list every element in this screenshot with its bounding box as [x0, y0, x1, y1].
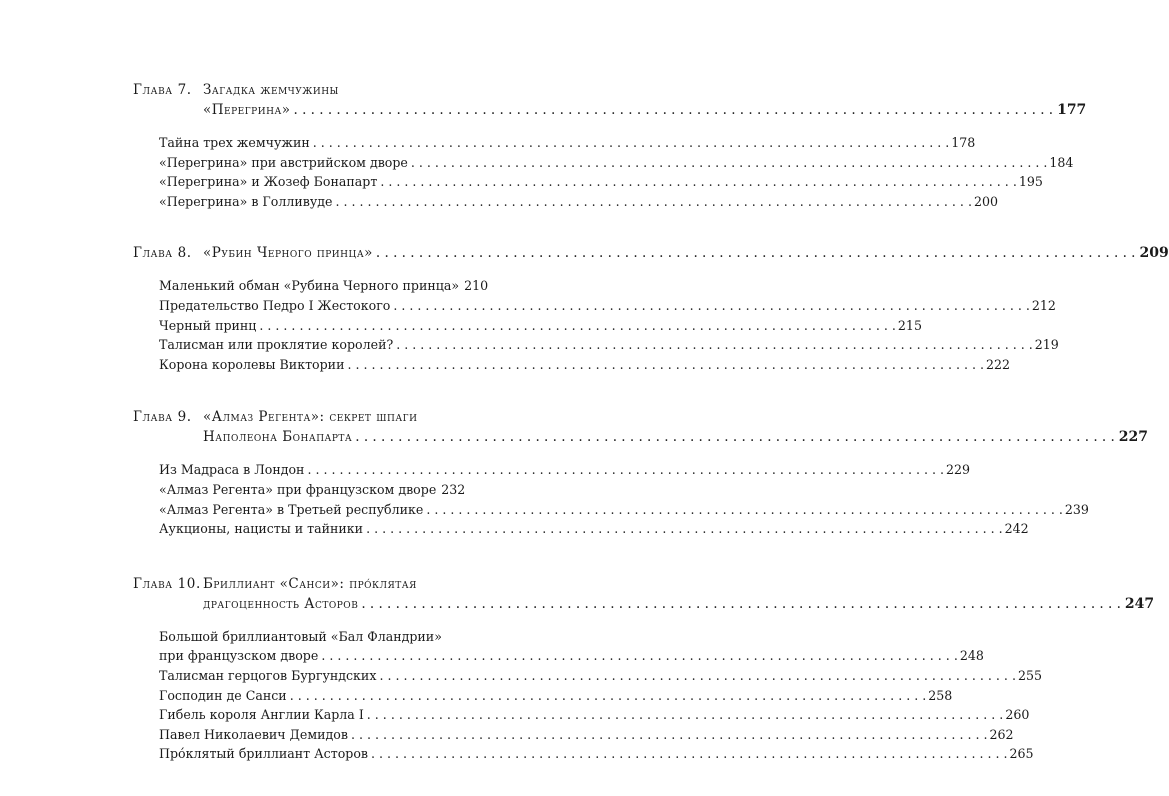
- entry-title: Павел Николаевич Демидов: [159, 726, 348, 742]
- dot-leader: [371, 744, 1008, 764]
- entry-title-line: Большой бриллиантовый «Бал Фландрии»: [159, 628, 442, 644]
- entry-page-number: 215: [897, 317, 922, 333]
- toc-entry[interactable]: [159, 705, 1030, 725]
- table-of-contents: [133, 80, 1169, 796]
- chapter-title-line-with-page: [203, 100, 1086, 120]
- entry-page-number: 248: [959, 648, 984, 664]
- dot-leader: [321, 646, 958, 666]
- toc-entry[interactable]: [159, 172, 1043, 192]
- entry-page-number: 242: [1004, 521, 1029, 537]
- toc-entry[interactable]: [159, 276, 489, 296]
- dot-leader: [426, 500, 1063, 520]
- entry-title: при французском дворе: [159, 648, 319, 664]
- entry-title: «Перегрина» в Голливуде: [159, 193, 333, 209]
- entry-title: Аукционы, нацисты и тайники: [159, 521, 364, 537]
- chapter-title-line-with-page: [203, 243, 1169, 263]
- entry-title: Тайна трех жемчужин: [159, 135, 310, 150]
- entry-page-number: 184: [1049, 154, 1074, 170]
- chapter-page-number: 177: [1057, 102, 1087, 118]
- section-list: [133, 460, 1089, 538]
- dot-leader: [376, 243, 1136, 263]
- chapter-7: [133, 80, 1087, 211]
- entry-title: Гибель короля Англии Карла I: [159, 707, 364, 723]
- entry-title: Черный принц: [159, 317, 257, 333]
- toc-entry[interactable]: [159, 460, 971, 480]
- entry-page-number: 258: [928, 687, 953, 703]
- chapter-title[interactable]: [203, 407, 1148, 447]
- chapter-label: Глава 8.: [133, 245, 192, 262]
- chapter-8: [133, 243, 1169, 374]
- toc-entry[interactable]: [159, 153, 1074, 173]
- chapter-title-line: «Алмаз Регента»: секрет шпаги: [203, 409, 418, 426]
- dot-leader: [347, 355, 984, 375]
- dot-leader: [307, 460, 944, 480]
- chapter-title[interactable]: [203, 574, 1154, 614]
- section-list: [133, 627, 1042, 764]
- entry-page-number: 229: [945, 462, 971, 478]
- chapter-heading: [133, 243, 1169, 263]
- chapter-title-line-with-page: [203, 427, 1148, 447]
- entry-title: Маленький обман «Рубина Черного принца»: [159, 278, 460, 294]
- entry-title: «Перегрина» при австрийском дворе: [159, 154, 408, 170]
- dot-leader: [294, 100, 1054, 120]
- dot-leader: [367, 705, 1004, 725]
- entry-page-number: 262: [989, 726, 1014, 742]
- chapter-page-number: 209: [1139, 245, 1169, 262]
- entry-page-number: 239: [1064, 501, 1089, 517]
- dot-leader: [290, 686, 927, 706]
- chapter-title-text: «Перегрина»: [203, 102, 291, 118]
- entry-title: «Перегрина» и Жозеф Бонапарт: [159, 174, 378, 190]
- entry-title: Талисман или проклятие королей?: [159, 337, 394, 353]
- toc-entry[interactable]: [159, 355, 1011, 375]
- toc-entry[interactable]: [159, 725, 1014, 745]
- dot-leader: [313, 133, 950, 153]
- entry-title: Господин де Санси: [159, 687, 287, 703]
- entry-title: «Алмаз Регента» при французском дворе: [159, 481, 437, 497]
- toc-entry[interactable]: [159, 744, 1034, 764]
- dot-leader: [411, 153, 1048, 173]
- chapter-title-line: Загадка жемчужины: [203, 82, 339, 98]
- dot-leader: [366, 519, 1003, 539]
- entry-page-number: 200: [973, 193, 998, 209]
- dot-leader: [393, 296, 1030, 316]
- toc-entry-multiline[interactable]: [159, 627, 984, 666]
- chapter-heading: [133, 80, 1087, 120]
- toc-entry[interactable]: [159, 500, 1089, 520]
- entry-page-number: 255: [1017, 667, 1042, 683]
- chapter-title[interactable]: [203, 243, 1169, 263]
- entry-title: Про́клятый бриллиант Асторов: [159, 746, 369, 762]
- entry-page-number: 232: [441, 481, 466, 497]
- chapter-title[interactable]: [203, 80, 1086, 120]
- entry-title: Из Мадраса в Лондон: [159, 462, 305, 478]
- dot-leader: [335, 192, 972, 212]
- entry-title: Корона королевы Виктории: [159, 356, 345, 372]
- dot-leader: [351, 725, 988, 745]
- chapter-title-line: Бриллиант «Санси»: про́клятая: [203, 575, 417, 592]
- dot-leader: [379, 666, 1016, 686]
- chapter-label: Глава 9.: [133, 409, 192, 426]
- chapter-label: Глава 10.: [133, 575, 201, 592]
- entry-title: «Алмаз Регента» в Третьей республике: [159, 501, 424, 517]
- chapter-title-text: драгоценность Асторов: [203, 595, 359, 612]
- chapter-label: Глава 7.: [133, 82, 192, 98]
- chapter-heading: [133, 407, 1149, 447]
- section-list: [133, 133, 1074, 211]
- entry-page-number: 212: [1031, 297, 1056, 313]
- toc-entry: [159, 646, 984, 666]
- chapter-10: [133, 574, 1155, 764]
- section-list: [133, 276, 1059, 374]
- dot-leader: [259, 316, 896, 336]
- chapter-page-number: 227: [1118, 429, 1149, 446]
- toc-entry[interactable]: [159, 480, 466, 500]
- entry-title: Предательство Педро I Жестокого: [159, 297, 391, 313]
- chapter-title-text: «Рубин Черного принца»: [203, 245, 373, 262]
- toc-entry[interactable]: [159, 686, 953, 706]
- entry-title: Талисман герцогов Бургундских: [159, 667, 377, 683]
- dot-leader: [355, 427, 1115, 447]
- chapter-page-number: 247: [1124, 595, 1155, 612]
- dot-leader: [380, 172, 1017, 192]
- toc-entry[interactable]: [159, 666, 1042, 686]
- entry-page-number: 219: [1034, 337, 1059, 353]
- chapter-heading: [133, 574, 1155, 614]
- entry-page-number: 195: [1018, 174, 1043, 190]
- entry-page-number: 260: [1005, 707, 1030, 723]
- chapter-9: [133, 407, 1149, 538]
- entry-page-number: 222: [985, 356, 1011, 372]
- entry-page-number: 178: [951, 135, 976, 150]
- chapter-title-text: Наполеона Бонапарта: [203, 429, 353, 446]
- toc-entry[interactable]: [159, 519, 1029, 539]
- entry-page-number: 210: [464, 278, 489, 294]
- toc-entry[interactable]: [159, 316, 922, 336]
- dot-leader: [396, 335, 1033, 355]
- chapter-title-line-with-page: [203, 594, 1154, 614]
- toc-entry[interactable]: [159, 133, 976, 153]
- dot-leader: [361, 594, 1121, 614]
- toc-entry[interactable]: [159, 335, 1059, 355]
- entry-page-number: 265: [1009, 746, 1034, 762]
- toc-entry[interactable]: [159, 192, 998, 212]
- toc-entry[interactable]: [159, 296, 1056, 316]
